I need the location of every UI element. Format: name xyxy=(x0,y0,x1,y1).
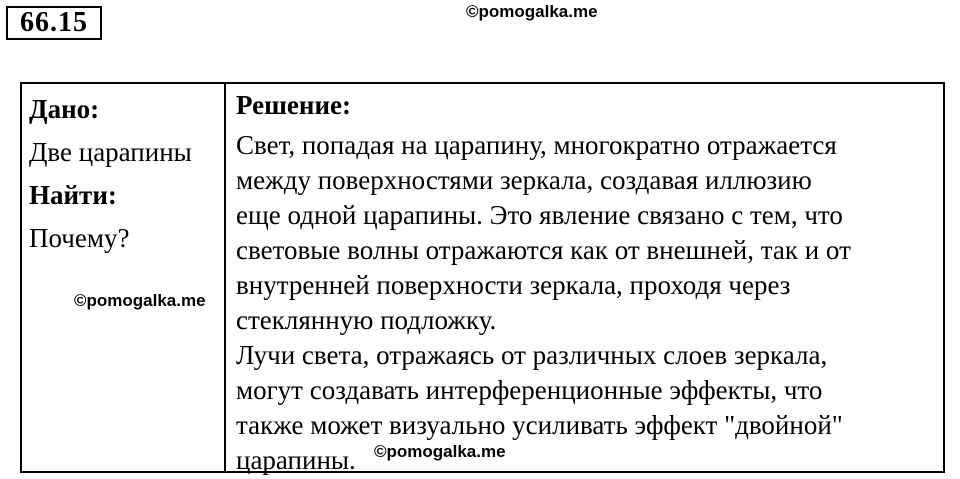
solution-line: световые волны отражаются как от внешней, так и от xyxy=(236,235,851,265)
watermark-bottom: ©pomogalka.me xyxy=(374,442,506,461)
given-heading: Дано: xyxy=(29,94,100,124)
given-column xyxy=(22,84,226,471)
given-value: Две царапины xyxy=(29,137,192,167)
solution-line: стеклянную подложку. xyxy=(236,305,497,335)
find-value: Почему? xyxy=(29,223,130,253)
solution-line: могут создавать интерференционные эффекты, что xyxy=(236,375,823,405)
solution-column xyxy=(226,84,943,475)
solution-line: Лучи света, отражаясь от различных слоев зеркала, xyxy=(236,340,828,370)
task-table xyxy=(20,82,945,473)
solution-heading: Решение: xyxy=(236,90,351,120)
solution-line: внутренней поверхности зеркала, проходя через xyxy=(236,270,791,300)
solution-line: еще одной царапины. Это явление связано с тем, что xyxy=(236,200,843,230)
solution-line: также может визуально усиливать эффект "двойной" xyxy=(236,410,843,440)
solution-line: царапины. xyxy=(236,445,356,475)
solution-line: между поверхностями зеркала, создавая иллюзию xyxy=(236,165,812,195)
watermark-top: ©pomogalka.me xyxy=(466,2,598,21)
watermark-middle: ©pomogalka.me xyxy=(74,291,206,310)
solution-line: Свет, попадая на царапину, многократно отражается xyxy=(236,130,837,160)
find-heading: Найти: xyxy=(29,180,117,210)
problem-number: 66.15 xyxy=(6,6,102,40)
